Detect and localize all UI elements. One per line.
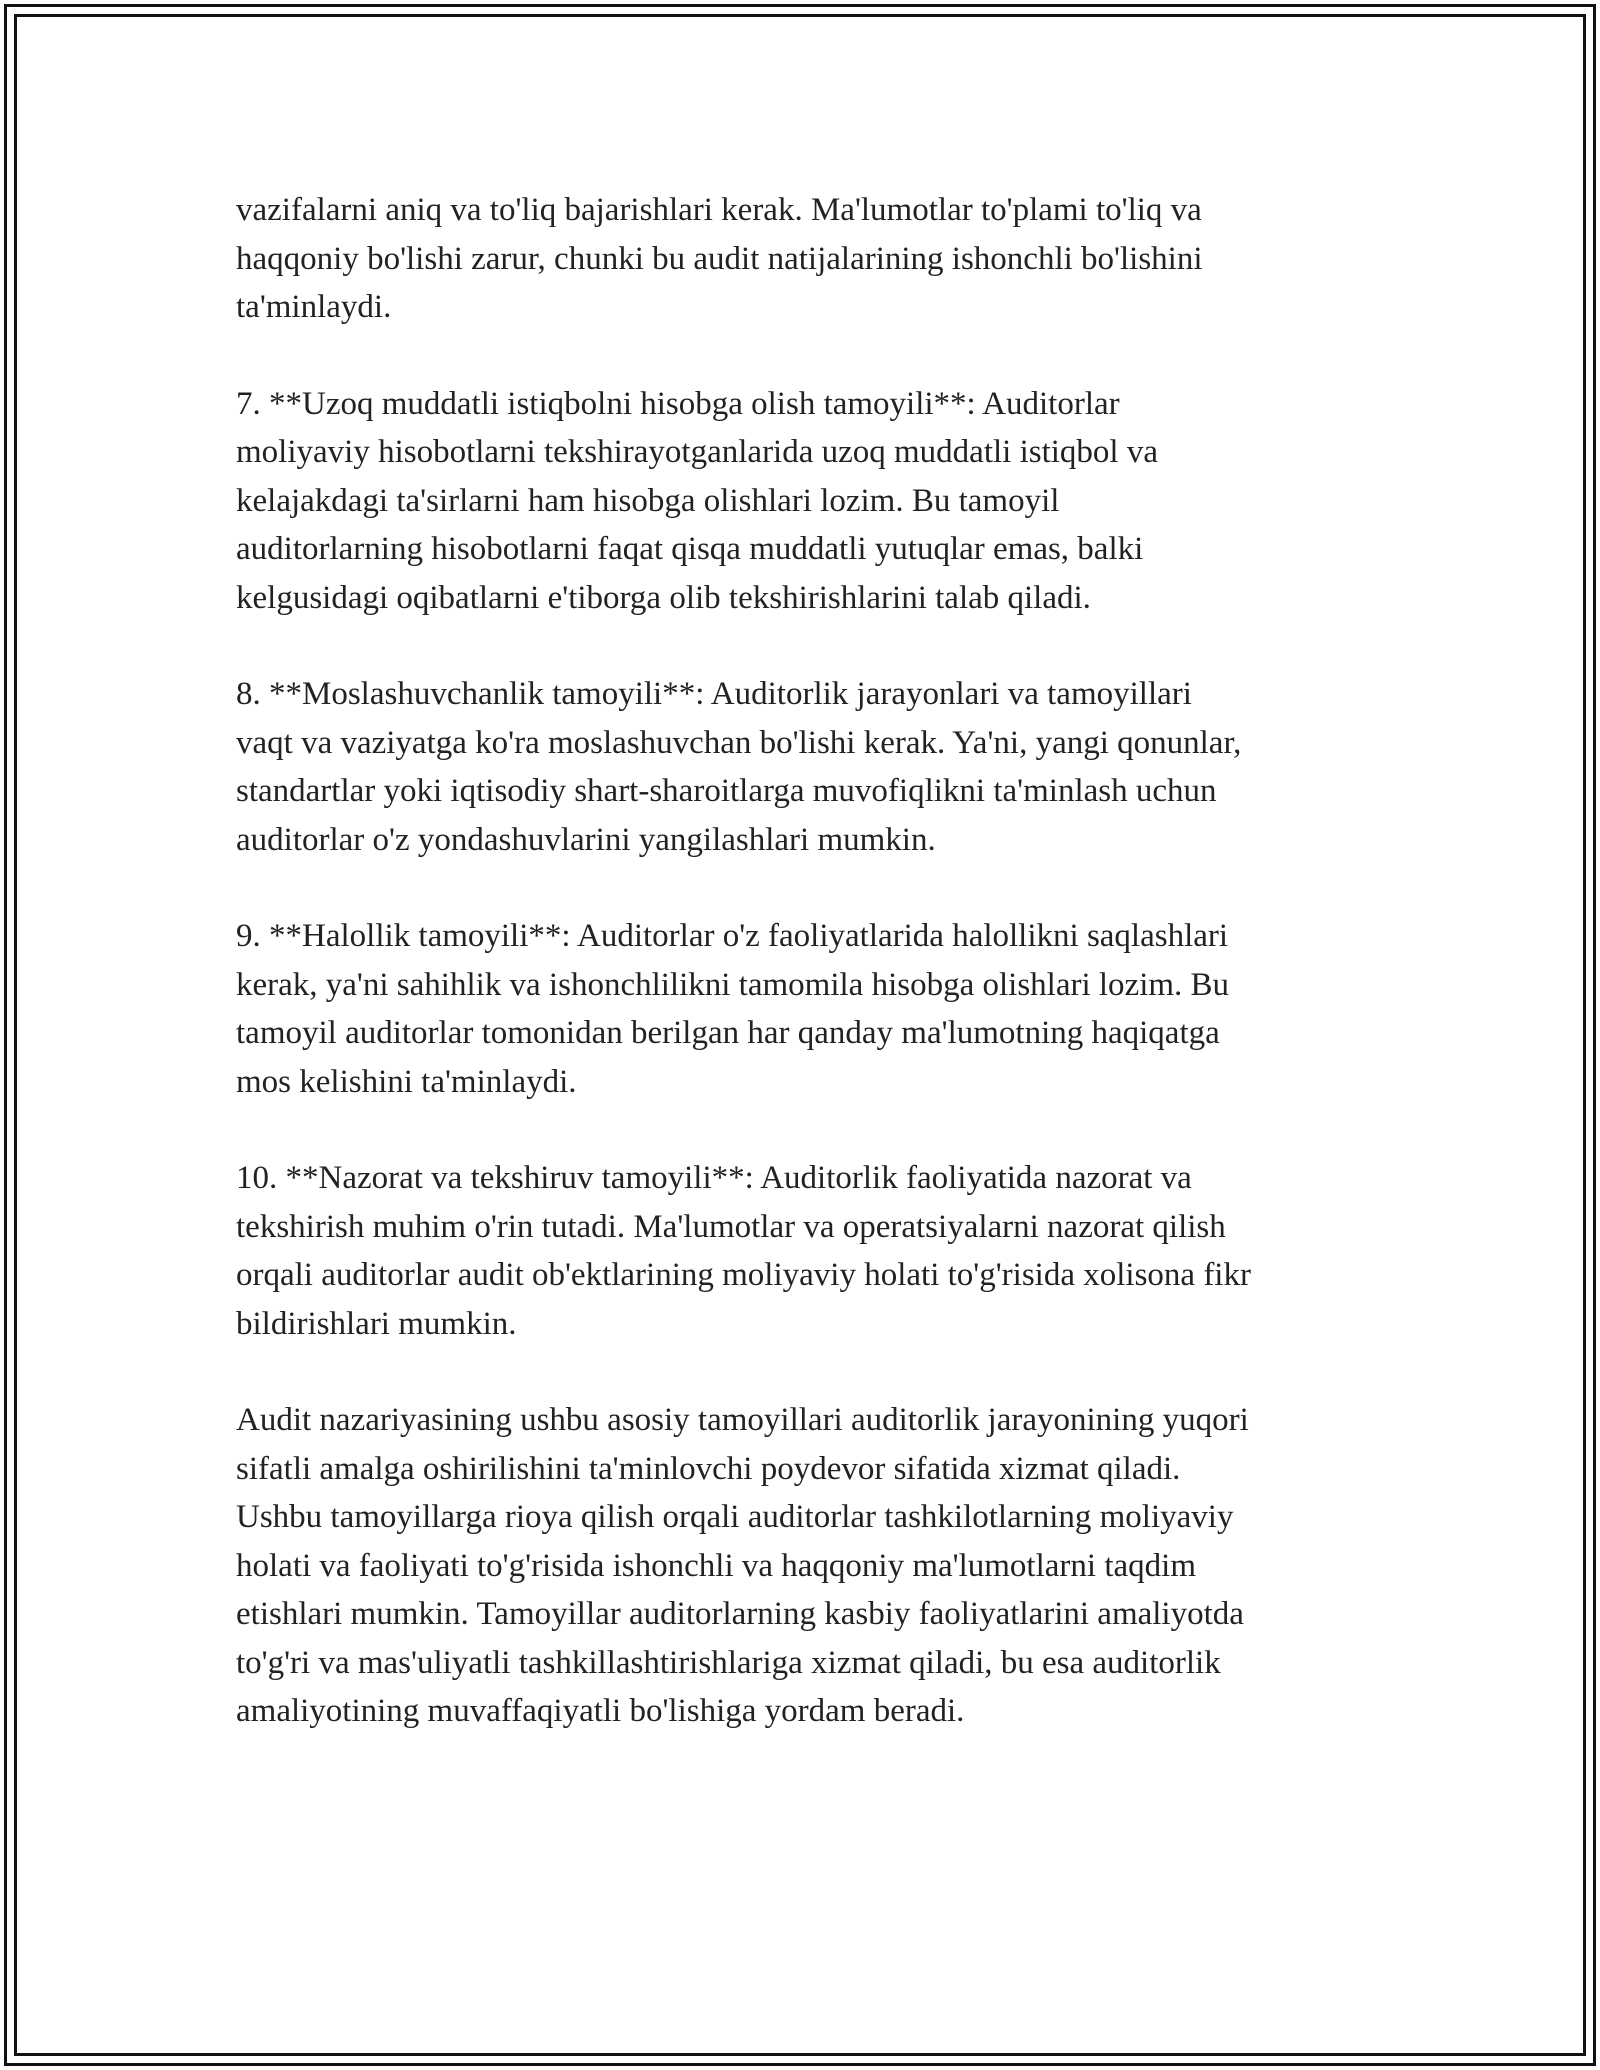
- paragraph-conclusion: Audit nazariyasining ushbu asosiy tamoyillari auditorlik jarayonining yuqori sifatli amalga oshirilishini ta'minlovchi poydevor sifatida xizmat qiladi. Ushbu tamoyillarga rioya qilish orqali auditorlar tashkilotlarning moliyaviy holati va faoliyati to'g'risida ishonchli va haqqoniy ma'lumotlarni taqdim etishlari mumkin. Tamoyillar auditorlarning kasbiy faoliyatlarini amaliyotda to'g'ri va mas'uliyatli tashkillashtirishlariga xizmat qiladi, bu esa auditorlik amaliyotining muvaffaqiyatli bo'lishiga yordam beradi.: [236, 1402, 1249, 1729]
- paragraph-principle-10: 10. **Nazorat va tekshiruv tamoyili**: Auditorlik faoliyatida nazorat va tekshirish muhim o'rin tutadi. Ma'lumotlar va operatsiyalarni nazorat qilish orqali auditorlar audit ob'ektlarining moliyaviy holati to'g'risida xolisona fikr bildirishlari mumkin.: [236, 1160, 1251, 1342]
- document-body: [236, 186, 1386, 1784]
- paragraph-principle-8: 8. **Moslashuvchanlik tamoyili**: Auditorlik jarayonlari va tamoyillari vaqt va vaziyatga ko'ra moslashuvchan bo'lishi kerak. Ya'ni, yangi qonunlar, standartlar yoki iqtisodiy shart-sharoitlarga muvofiqlikni ta'minlash uchun auditorlar o'z yondashuvlarini yangilashlari mumkin.: [236, 676, 1242, 858]
- paragraph-principle-9: 9. **Halollik tamoyili**: Auditorlar o'z faoliyatlarida halollikni saqlashlari kerak, ya'ni sahihlik va ishonchlilikni tamomila hisobga olishlari lozim. Bu tamoyil auditorlar tomonidan berilgan har qanday ma'lumotning haqiqatga mos kelishini ta'minlaydi.: [236, 918, 1230, 1100]
- paragraph-continuation: vazifalarni aniq va to'liq bajarishlari kerak. Ma'lumotlar to'plami to'liq va haqqoniy bo'lishi zarur, chunki bu audit natijalarining ishonchli bo'lishini ta'minlaydi.: [236, 192, 1203, 325]
- paragraph-principle-7: 7. **Uzoq muddatli istiqbolni hisobga olish tamoyili**: Auditorlar moliyaviy hisobotlarni tekshirayotganlarida uzoq muddatli istiqbol va kelajakdagi ta'sirlarni ham hisobga olishlari lozim. Bu tamoyil auditorlarning hisobotlarni faqat qisqa muddatli yutuqlar emas, balki kelgusidagi oqibatlarni e'tiborga olib tekshirishlarini talab qiladi.: [236, 385, 1159, 616]
